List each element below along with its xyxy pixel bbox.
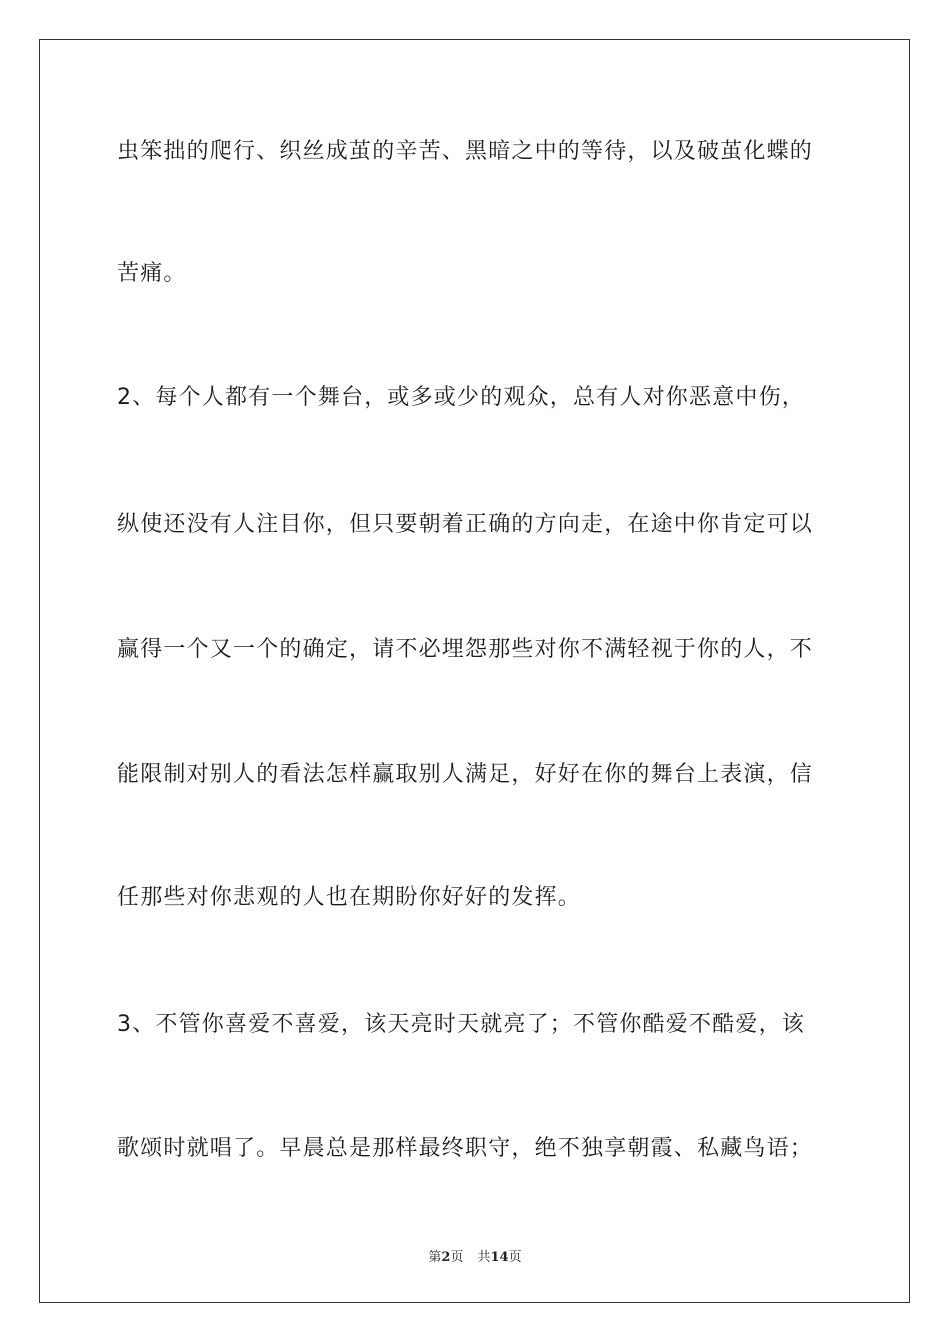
page-suffix: 页	[450, 1250, 464, 1265]
body-line-8: 3、不管你喜爱不喜爱，该天亮时天就亮了；不管你酷爱不酷爱，该	[117, 1012, 805, 1037]
body-line-9: 歌颂时就唱了。早晨总是那样最终职守，绝不独享朝霞、私藏鸟语；	[117, 1136, 814, 1161]
page-current: 2	[441, 1250, 451, 1265]
total-prefix: 共	[477, 1250, 491, 1265]
page-frame	[39, 39, 910, 1303]
body-line-2: 苦痛。	[117, 261, 187, 286]
total-suffix: 页	[508, 1250, 522, 1265]
page-footer	[0, 1246, 950, 1265]
body-line-6: 能限制对别人的看法怎样赢取别人满足，好好在你的舞台上表演，信	[117, 762, 814, 787]
page-prefix: 第	[428, 1250, 442, 1265]
body-line-5: 赢得一个又一个的确定，请不必埋怨那些对你不满轻视于你的人，不	[117, 637, 814, 662]
body-line-4: 纵使还没有人注目你，但只要朝着正确的方向走，在途中你肯定可以	[117, 512, 814, 537]
page-total: 14	[490, 1250, 509, 1265]
body-line-1: 虫笨拙的爬行、织丝成茧的辛苦、黑暗之中的等待，以及破茧化蝶的	[117, 139, 814, 164]
body-line-7: 任那些对你悲观的人也在期盼你好好的发挥。	[117, 885, 582, 910]
body-line-3: 2、每个人都有一个舞台，或多或少的观众，总有人对你恶意中伤，	[117, 385, 805, 410]
